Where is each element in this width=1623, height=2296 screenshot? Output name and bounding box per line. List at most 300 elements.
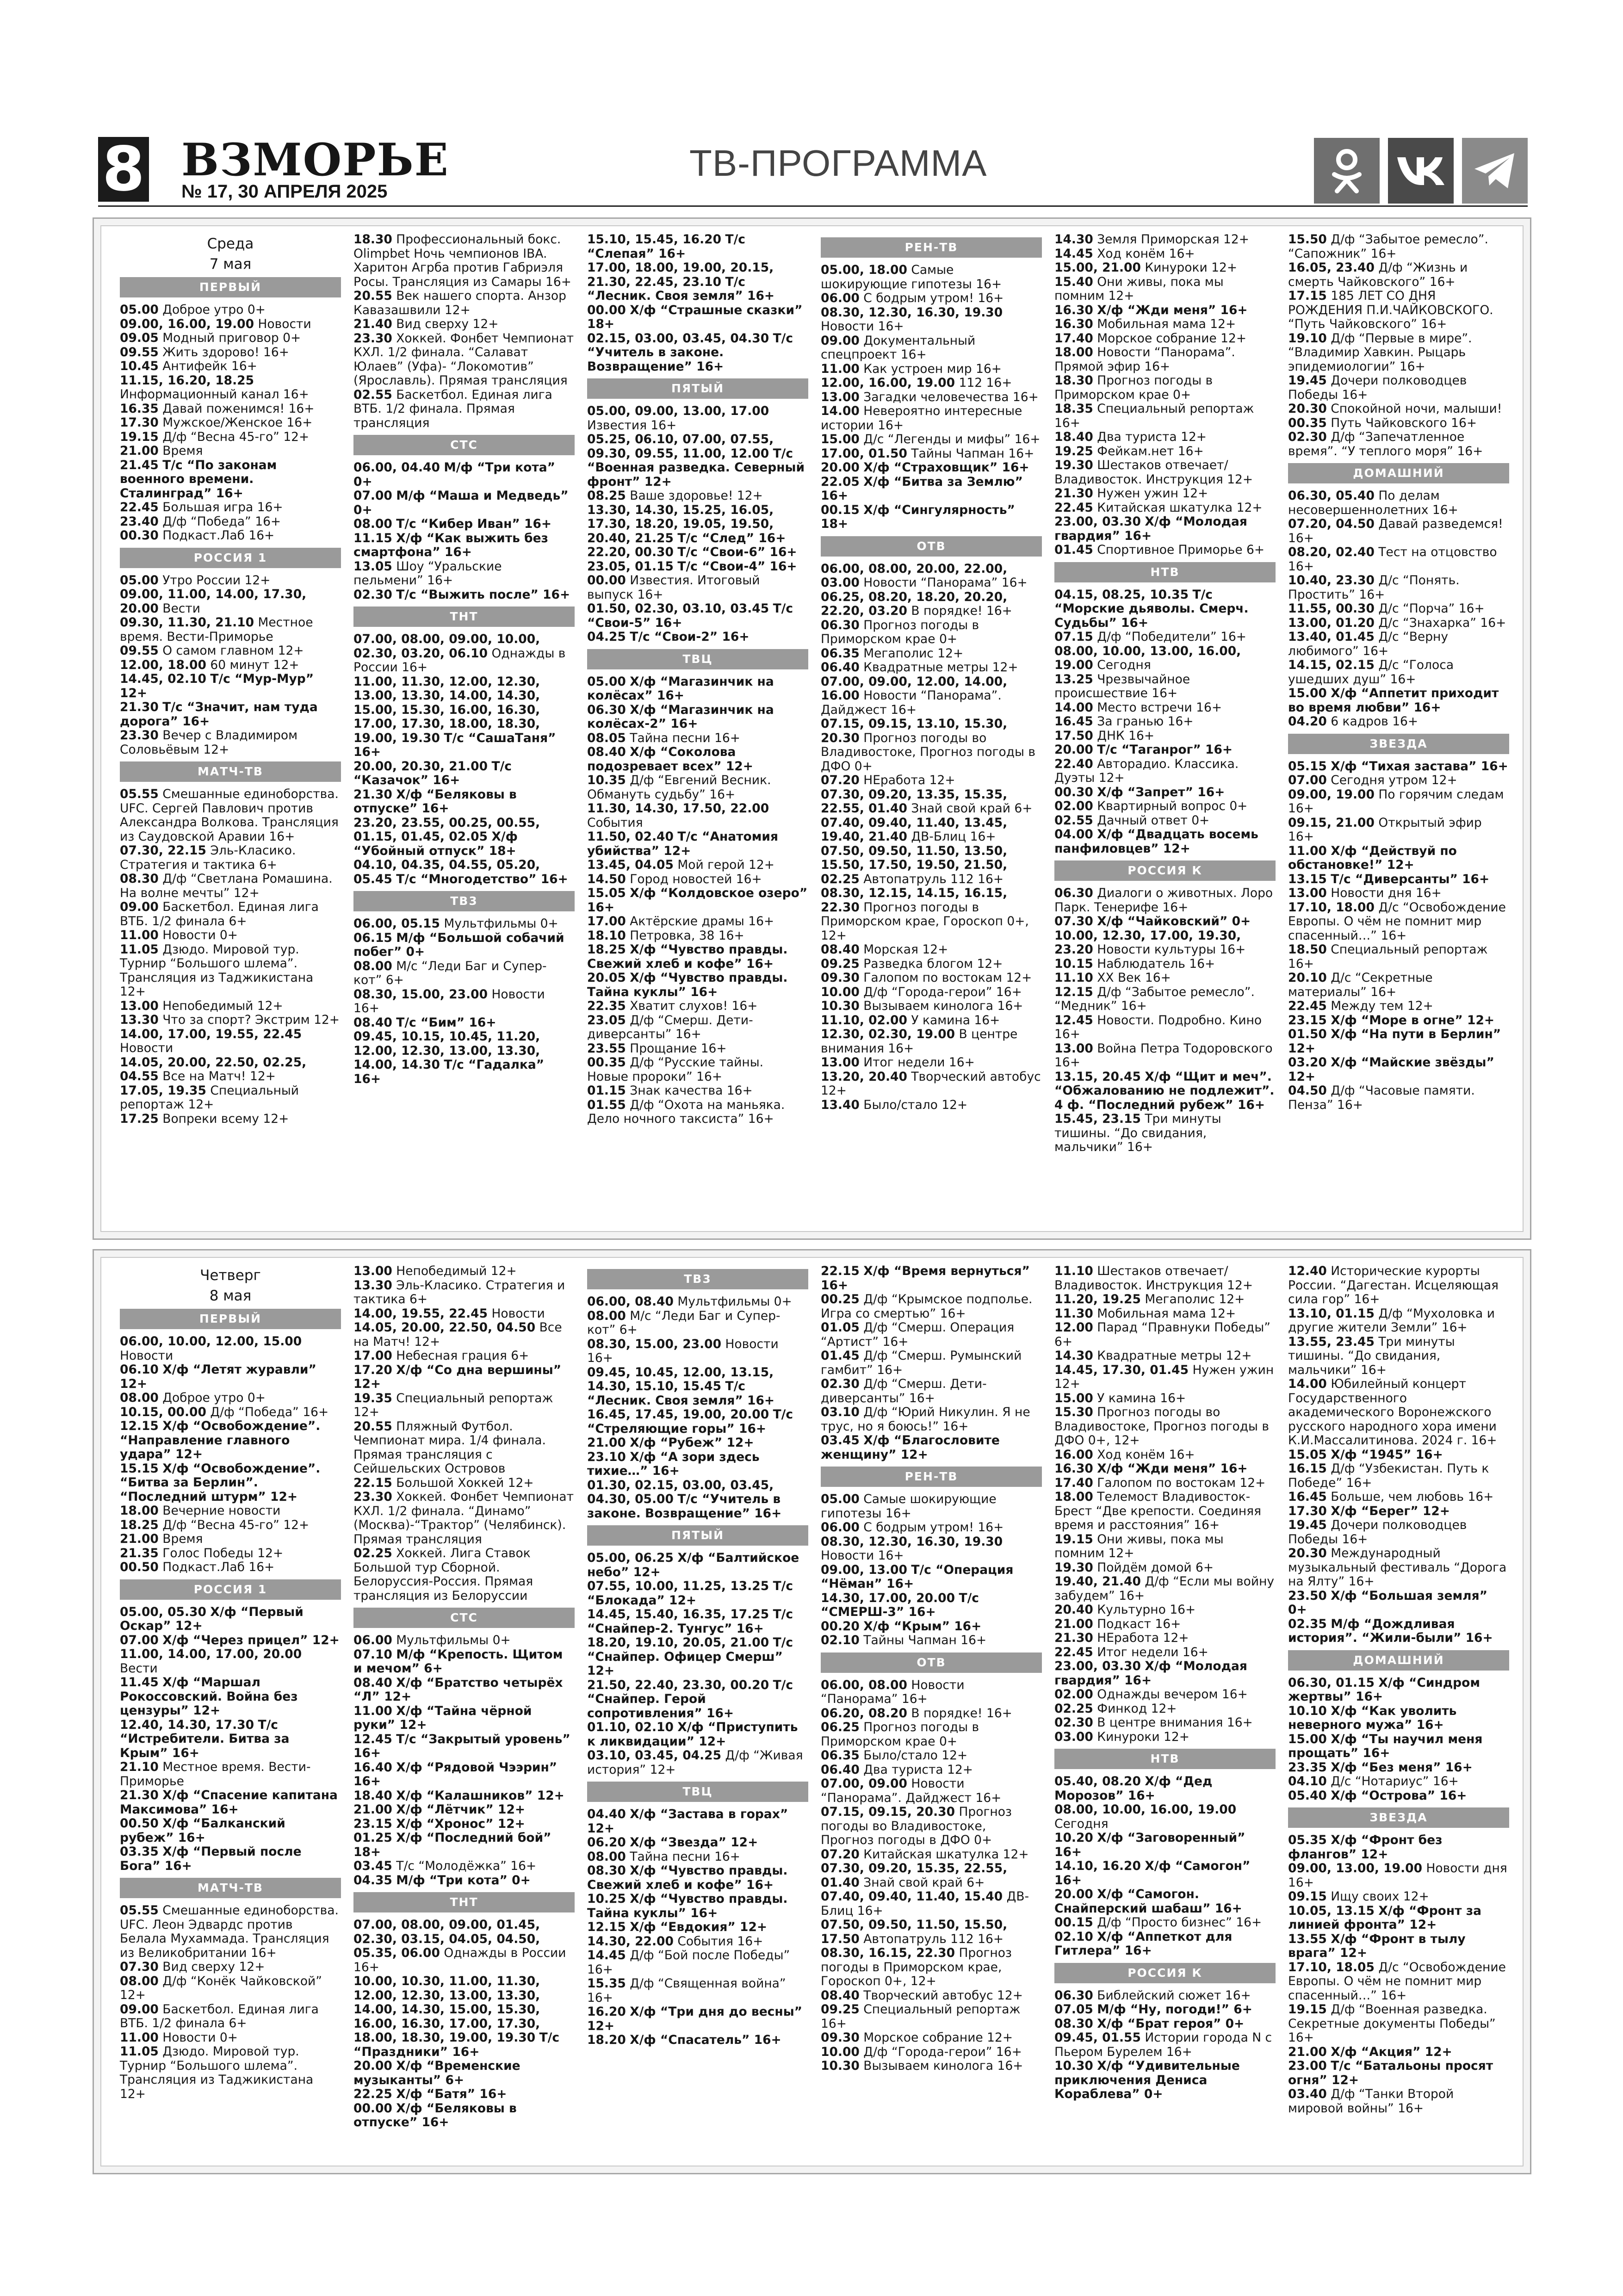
program-title: Т/с “Морские дьяволы. Смерч. Судьбы” 16+ (1054, 587, 1253, 630)
program-time: 06.20, 08.20 (821, 1706, 907, 1720)
program-time: 23.40 (120, 514, 159, 529)
program-title: М/ф “Крепость. Щитом и мечом” 6+ (353, 1647, 567, 1676)
program-text: Фейкам.нет 16+ (1097, 444, 1204, 458)
program-time: 15.30 (1054, 1405, 1093, 1419)
program-text: В центре внимания 16+ (1097, 1715, 1253, 1730)
program-entry (587, 503, 808, 546)
program-time: 04.35 (353, 1873, 392, 1888)
program-entry (353, 1392, 575, 1420)
program-time: 07.00 (353, 489, 392, 503)
program-time: 14.30, 17.00, 20.00 (821, 1590, 955, 1605)
program-text: Д/ф “Русские тайны. Новые пророки” 16+ (587, 1055, 768, 1084)
program-entry (1288, 402, 1509, 416)
program-title: Х/ф “Битва за Землю” 16+ (821, 474, 1028, 503)
program-entry (587, 830, 808, 858)
program-time: 21.50, 22.40, 23.30, 00.20 (587, 1677, 769, 1692)
program-entry (587, 1579, 808, 1608)
program-time: 12.40, 14.30, 17.30 (120, 1717, 254, 1732)
program-text: Война Петра Тодоровского 16+ (1054, 1041, 1276, 1070)
program-time: 07.20 (821, 1847, 860, 1862)
program-text: Небесная грация 6+ (396, 1349, 529, 1363)
program-entry (821, 263, 1042, 291)
program-title: Х/ф “Беляковы в отпуске” 16+ (353, 787, 521, 816)
program-title: Т/с “Снайпер. Герой сопротивления” 16+ (587, 1677, 798, 1720)
program-time: 20.40 (1054, 1603, 1093, 1617)
program-entry (1288, 1264, 1509, 1307)
schedule-panel-thursday (93, 1249, 1531, 2174)
program-entry (120, 672, 341, 700)
program-text: Прогноз погоды в Приморском крае 0+ (1054, 373, 1217, 402)
program-time: 23.20, 23.55, 00.25, 00.55, 01.15, 01.45, 02.05 (353, 815, 545, 844)
program-title: Х/ф “Синдром жертвы” 16+ (1288, 1675, 1485, 1704)
program-entry (353, 858, 575, 886)
program-entry (353, 816, 575, 859)
program-title: Х/ф “Батя” 16+ (396, 2087, 507, 2101)
program-time: 04.00 (1054, 827, 1093, 842)
program-entry (353, 331, 578, 388)
day-heading: 7 мая (209, 256, 252, 272)
program-time: 19.45 (1288, 373, 1327, 388)
program-text: Новости культуры 16+ (1097, 942, 1246, 957)
program-title: Х/ф “Страшные сказки” 18+ (587, 303, 807, 331)
program-title: Т/с “СМЕРШ-3” 16+ (821, 1590, 984, 1619)
program-entry (821, 957, 1042, 972)
program-entry (587, 1479, 808, 1521)
program-title: Х/ф “Щит и меч”. “Обжалованию не подлежит”. 4 ф. “Последний рубеж” 16+ (1054, 1069, 1279, 1112)
program-time: 14.10, 16.20 (1054, 1859, 1141, 1873)
program-entry (1288, 1761, 1509, 1775)
program-time: 23.15 (1288, 1013, 1327, 1027)
program-time: 20.00 (353, 2059, 392, 2073)
program-time: 21.00 (120, 444, 159, 458)
program-entry (1054, 317, 1276, 332)
program-text: Новости “Панорама” 16+ (821, 1677, 969, 1706)
program-entry (353, 1817, 575, 1832)
program-time: 07.30, 09.20, 13.35, 15.35, 22.55, 01.40 (821, 787, 1012, 816)
program-entry (1288, 416, 1509, 431)
channel-header: ТНТ (353, 606, 575, 627)
program-entry (120, 2045, 341, 2101)
program-text: Знай свой край 6+ (863, 1875, 985, 1890)
program-time: 07.15 (1054, 630, 1093, 644)
program-time: 22.25 (353, 2087, 392, 2101)
program-text: Загадки человечества 16+ (863, 390, 1039, 404)
program-text: Ход конём 16+ (1097, 1447, 1195, 1462)
program-text: ХХ Век 16+ (1097, 971, 1171, 985)
program-time: 22.40 (1054, 756, 1093, 771)
program-title: Х/ф “Двадцать восемь панфиловцев” 12+ (1054, 827, 1263, 856)
program-entry (1288, 1504, 1509, 1519)
program-entry (587, 731, 808, 746)
program-entry (1288, 1518, 1509, 1547)
program-time: 07.05 (1054, 2002, 1093, 2017)
program-text: Новости дня 16+ (1331, 886, 1442, 900)
program-time: 03.10 (821, 1405, 860, 1419)
program-entry (1288, 886, 1509, 901)
schedule-column (587, 232, 812, 1126)
program-entry (1288, 2087, 1509, 2116)
program-entry (353, 289, 575, 317)
program-time: 02.30 (821, 1377, 860, 1391)
program-time: 11.00 (353, 1703, 392, 1718)
header-divider (98, 205, 1528, 207)
program-entry (1054, 1112, 1276, 1155)
program-time: 19.10 (1288, 331, 1327, 346)
program-text: Д/ф “Крымское подполье. Игра со смертью” 16+ (821, 1292, 1036, 1321)
program-entry (120, 1845, 341, 1873)
program-entry (587, 1056, 808, 1084)
program-text: Д/ф “Победа” 16+ (210, 1405, 329, 1419)
schedule-column (1054, 1264, 1276, 2102)
program-time: 23.05 (587, 1013, 626, 1027)
program-entry (1054, 1533, 1276, 1561)
program-time: 06.20 (587, 1835, 626, 1850)
program-entry (587, 545, 808, 560)
program-time: 17.00, 18.00, 19.00, 20.15, 21.30, 22.45, 23.10 (587, 260, 778, 289)
program-text: Морское собрание 12+ (1097, 331, 1247, 346)
program-time: 17.05, 19.35 (120, 1083, 206, 1098)
program-time: 18.00 (120, 1504, 159, 1518)
program-entry (120, 1112, 341, 1126)
program-entry (353, 1859, 575, 1874)
program-text: Информационный канал 16+ (120, 387, 309, 402)
program-time: 14.50 (587, 872, 626, 886)
program-title: Х/ф “Рубеж” 12+ (630, 1436, 754, 1450)
program-title: Т/с “Свои-4” 16+ (677, 559, 797, 574)
program-time: 08.40 (353, 1015, 392, 1030)
program-title: Т/с “Учитель в законе. Возвращение” 16+ (587, 331, 798, 374)
program-entry (1288, 517, 1509, 545)
program-text: Исторические курорты России. “Дагестан. Исцеляющая сила гор” 16+ (1288, 1264, 1503, 1306)
program-entry (821, 647, 1042, 661)
program-title: Х/ф “Ты научил меня прощать” 16+ (1288, 1732, 1487, 1760)
program-text: Д/ф “Смерш. Дети-диверсанты” 16+ (821, 1377, 987, 1405)
program-text: Нужен ужин 12+ (1097, 486, 1208, 501)
program-time: 22.45 (120, 500, 159, 514)
program-text: Хоккей. Фонбет Чемпионат КХЛ. 1/2 финала. “Динамо” (Москва)-“Трактор” (Челябинск). Прямая трансляция (353, 1490, 578, 1547)
program-entry (1288, 1833, 1509, 1862)
program-entry (821, 2003, 1042, 2031)
program-time: 02.25 (1054, 1701, 1093, 1716)
program-title: Х/ф “Удивительные приключения Дениса Кораблева” 0+ (1054, 2059, 1245, 2101)
program-time: 03.10, 03.45, 04.25 (587, 1748, 722, 1763)
program-text: Галопом по востокам 12+ (863, 971, 1032, 985)
program-time: 14.00 (821, 404, 860, 418)
program-entry (1054, 1702, 1276, 1716)
program-time: 13.00 (1054, 1041, 1093, 1056)
program-text: Мультфильмы 0+ (444, 916, 558, 931)
program-entry (1054, 1392, 1276, 1406)
program-title: М/ф “Дождливая история”. “Жили-были” 16+ (1288, 1616, 1493, 1645)
program-entry (120, 1676, 341, 1718)
program-time: 09.25 (821, 2002, 860, 2017)
program-entry (587, 2033, 808, 2048)
program-entry (120, 1419, 341, 1462)
program-time: 09.45, 10.45, 12.00, 13.15, 14.30, 15.10, 15.45 (587, 1365, 778, 1393)
program-time: 14.45, 02.10 (120, 672, 206, 686)
program-text: Новости 16+ (587, 1337, 783, 1365)
program-entry (353, 1761, 575, 1789)
program-entry (587, 971, 808, 999)
program-text: Непобедимый 12+ (162, 998, 283, 1013)
program-title: Т/с “Стреляющие горы” 16+ (587, 1407, 798, 1436)
channel-header: МАТЧ-ТВ (120, 761, 341, 782)
program-entry (1054, 1730, 1276, 1745)
program-time: 13.45, 04.05 (587, 858, 674, 872)
program-entry (353, 632, 575, 675)
program-time: 10.45 (120, 359, 159, 373)
program-text: В центре внимания 16+ (821, 1027, 1022, 1056)
program-entry (1288, 999, 1509, 1014)
program-time: 11.30 (1054, 1306, 1093, 1321)
program-entry (1288, 489, 1509, 517)
program-time: 10.00, 12.30, 17.00, 19.30, 23.20 (1054, 928, 1245, 957)
program-entry (1054, 1321, 1276, 1349)
program-time: 18.10 (587, 928, 626, 943)
program-entry (353, 1547, 575, 1603)
program-text: Прогноз погоды в Приморском крае 0+ (821, 1720, 983, 1749)
program-entry (1288, 574, 1509, 602)
program-text: Голос Победы 12+ (162, 1546, 284, 1560)
program-title: Х/ф “Спасатель” 16+ (630, 2033, 781, 2047)
program-text: Авторадио. Классика. Дуэты 12+ (1054, 756, 1243, 785)
program-entry (120, 1960, 341, 1974)
program-time: 02.30 (353, 587, 392, 602)
channel-header: ПЕРВЫЙ (120, 277, 341, 297)
program-entry (120, 574, 341, 588)
program-text: Квадратные метры 12+ (1097, 1349, 1252, 1363)
program-text: Все на Матч! 12+ (353, 1320, 566, 1349)
channel-header: ОТВ (821, 1652, 1042, 1673)
program-text: Д/ф “Победа” 16+ (162, 514, 281, 529)
channel-header: ТВ3 (587, 1269, 808, 1289)
program-time: 23.05, 01.15 (587, 559, 674, 574)
program-time: 15.40 (1054, 274, 1093, 289)
channel-header: ТВЦ (587, 1782, 808, 1802)
program-text: Мобильная мама 12+ (1097, 317, 1236, 331)
program-time: 06.30, 05.40 (1288, 489, 1375, 503)
program-entry (1054, 275, 1276, 303)
program-time: 19.30 (1054, 1560, 1093, 1575)
program-text: Автопатруль 112 16+ (863, 872, 1004, 886)
program-text: Мультфильмы 0+ (396, 1633, 511, 1647)
program-entry (353, 588, 575, 602)
program-title: Х/ф “Крым” 16+ (863, 1619, 982, 1634)
program-text: НЕработа 12+ (1097, 1631, 1189, 1645)
program-time: 03.40 (1288, 2087, 1327, 2101)
program-time: 01.55 (587, 1097, 626, 1112)
program-entry (821, 999, 1042, 1014)
program-entry (120, 943, 341, 999)
program-text: Итог недели 16+ (863, 1055, 975, 1070)
program-title: Х/ф “Приступить к ликвидации” 12+ (587, 1720, 802, 1749)
program-entry (821, 1535, 1042, 1563)
program-entry (821, 661, 1042, 675)
program-time: 06.00, 08.40 (587, 1294, 674, 1309)
program-entry (120, 1027, 341, 1056)
program-time: 07.30, 09.20, 15.35, 22.55, 01.40 (821, 1861, 1012, 1890)
program-entry (1288, 602, 1509, 616)
program-time: 09.55 (120, 644, 159, 658)
program-text: События 16+ (677, 1934, 763, 1949)
program-entry (587, 1408, 808, 1436)
program-entry (587, 1678, 808, 1721)
program-text: Новости (491, 1306, 545, 1321)
program-time: 16.30 (1054, 303, 1093, 317)
program-entry (353, 760, 575, 788)
channel-header: ДОМАШНИЙ (1288, 1650, 1509, 1671)
program-entry (120, 430, 341, 445)
channel-header: ЗВЕЗДА (1288, 734, 1509, 754)
program-entry (120, 1974, 341, 2003)
program-text: Истории города N с Пьером Бурелем 16+ (1054, 2030, 1276, 2059)
schedule-column (1054, 232, 1279, 1155)
program-text: Известия 16+ (587, 418, 677, 433)
program-title: Х/ф “Хронос” 12+ (396, 1816, 525, 1831)
program-time: 14.45 (1054, 246, 1093, 261)
program-time: 10.00 (821, 984, 860, 999)
program-title: Т/с “Мур-Мур” 12+ (120, 672, 318, 700)
program-entry (1054, 729, 1276, 743)
program-title: Х/ф “Застава в горах” 12+ (587, 1807, 793, 1836)
program-entry (120, 1532, 341, 1547)
program-entry (821, 1377, 1042, 1405)
program-title: Х/ф “Фронт без флангов” 12+ (1288, 1833, 1447, 1862)
program-time: 17.15 (1288, 289, 1327, 303)
program-time: 08.00 (353, 517, 392, 531)
program-text: Пляжный Футбол. Чемпионат мира. 1/4 финала. Прямая трансляция с Сейшельских Островов (353, 1419, 550, 1476)
program-time: 16.15 (1288, 1461, 1327, 1476)
program-time: 16.45, 17.45, 19.00, 20.00 (587, 1407, 769, 1422)
program-text: Д/ф “Весна 45-го” 12+ (162, 1517, 310, 1532)
program-text: Было/стало 12+ (863, 1748, 968, 1763)
program-title: Х/ф “Страховщик” 16+ (863, 460, 1029, 475)
program-time: 16.05, 23.40 (1288, 260, 1375, 275)
program-time: 23.30 (120, 728, 159, 743)
program-text: Мобильная мама 12+ (1097, 1306, 1236, 1321)
program-entry (120, 458, 341, 501)
schedule-column (821, 1264, 1042, 2073)
program-entry (821, 1678, 1042, 1707)
program-time: 22.20, 00.30 (587, 545, 674, 559)
program-time: 04.25 (587, 630, 626, 644)
program-entry (353, 2087, 575, 2102)
program-entry (1054, 2017, 1276, 2031)
schedule-column (821, 233, 1045, 1112)
program-entry (821, 1405, 1042, 1434)
program-time: 07.00, 08.00, 09.00, 01.45, 02.30, 03.15, 04.05, 04.50, 05.35, 06.00 (353, 1918, 545, 1960)
program-entry (1288, 1904, 1509, 1932)
program-time: 21.00 (353, 1802, 392, 1817)
program-time: 00.00 (587, 573, 626, 588)
program-entry (1054, 1293, 1276, 1307)
program-time: 00.30 (120, 528, 159, 543)
program-time: 14.30 (1054, 232, 1093, 247)
program-entry (821, 447, 1042, 461)
program-time: 05.35 (1288, 1833, 1327, 1847)
program-text: Кинуроки 12+ (1097, 1729, 1189, 1744)
program-title: Х/ф “Через прицел” 12+ (162, 1633, 340, 1647)
program-title: Х/ф “Чувство правды. Свежий хлеб и кофе” 16+ (587, 942, 792, 971)
program-entry (120, 928, 341, 943)
program-entry (1288, 1789, 1509, 1803)
program-text: Специальный репортаж 12+ (120, 1083, 303, 1112)
program-entry (353, 1831, 575, 1859)
program-entry (587, 1636, 808, 1678)
program-time: 06.25 (821, 1720, 860, 1734)
program-time: 06.30, 01.15 (1288, 1675, 1375, 1690)
program-time: 17.25 (120, 1111, 159, 1126)
program-entry (587, 886, 812, 915)
program-time: 13.15, 20.45 (1054, 1069, 1141, 1084)
program-entry (587, 1720, 808, 1749)
program-entry (587, 1949, 808, 1977)
program-time: 22.45 (1288, 999, 1327, 1013)
program-entry (587, 303, 808, 332)
program-text: Время (162, 444, 203, 458)
program-time: 14.05, 20.00, 22.50, 04.50 (353, 1320, 536, 1335)
program-time: 21.00 (1288, 2044, 1327, 2059)
program-time: 11.15 (353, 531, 392, 545)
program-time: 11.00, 14.00, 17.00, 20.00 (120, 1647, 302, 1661)
program-text: Два туриста 12+ (863, 1762, 973, 1777)
program-title: Х/ф “Море в огне” 12+ (1331, 1013, 1495, 1027)
program-text: Ход конём 16+ (1097, 246, 1195, 261)
program-time: 23.00, 03.30 (1054, 1659, 1141, 1673)
vk-icon[interactable] (1388, 138, 1454, 204)
program-title: Х/ф “Балканский рубеж” 16+ (120, 1816, 290, 1845)
program-entry (1288, 261, 1509, 289)
program-entry (821, 390, 1042, 405)
program-time: 21.30 (120, 1788, 159, 1802)
program-entry (1054, 1490, 1276, 1533)
program-time: 19.35 (353, 1391, 392, 1405)
program-text: Мой герой 12+ (677, 858, 774, 872)
program-entry (353, 233, 575, 289)
program-time: 00.50 (120, 1816, 159, 1831)
program-time: 11.00 (821, 361, 860, 376)
program-time: 00.35 (587, 1055, 626, 1070)
program-entry (120, 872, 341, 900)
program-entry (353, 1349, 575, 1363)
program-text: Кинуроки 12+ (1145, 260, 1238, 275)
program-entry (353, 1974, 575, 2059)
program-text: Тайны Чапман 16+ (863, 1633, 987, 1647)
program-text: Новости (120, 1041, 173, 1055)
program-entry (120, 1518, 341, 1533)
program-title: Х/ф “Как уволить неверного мужа” 16+ (1288, 1703, 1461, 1732)
program-entry (1054, 1405, 1276, 1448)
program-entry (120, 1904, 341, 1960)
program-time: 13.30 (120, 1013, 159, 1027)
program-text: Д/ф “Запечатленное время”. “У теплого моря” 16+ (1288, 430, 1483, 458)
program-text: НЕработа 12+ (863, 773, 955, 787)
program-time: 05.15 (1288, 759, 1327, 774)
telegram-icon[interactable] (1462, 138, 1528, 204)
program-entry (1054, 1831, 1276, 1859)
odnoklassniki-icon[interactable] (1314, 138, 1380, 204)
program-entry (587, 915, 808, 929)
program-entry (821, 1989, 1042, 2003)
program-time: 08.00 (587, 1308, 626, 1323)
program-time: 06.00, 04.40 (353, 460, 440, 475)
program-entry (821, 2045, 1042, 2060)
program-title: Т/с “Блокада” 12+ (587, 1579, 798, 1608)
program-time: 00.15 (1054, 1915, 1093, 1930)
program-entry (120, 1335, 341, 1363)
program-entry (821, 1014, 1042, 1028)
program-text: Творческий автобус 12+ (863, 1988, 1023, 2003)
